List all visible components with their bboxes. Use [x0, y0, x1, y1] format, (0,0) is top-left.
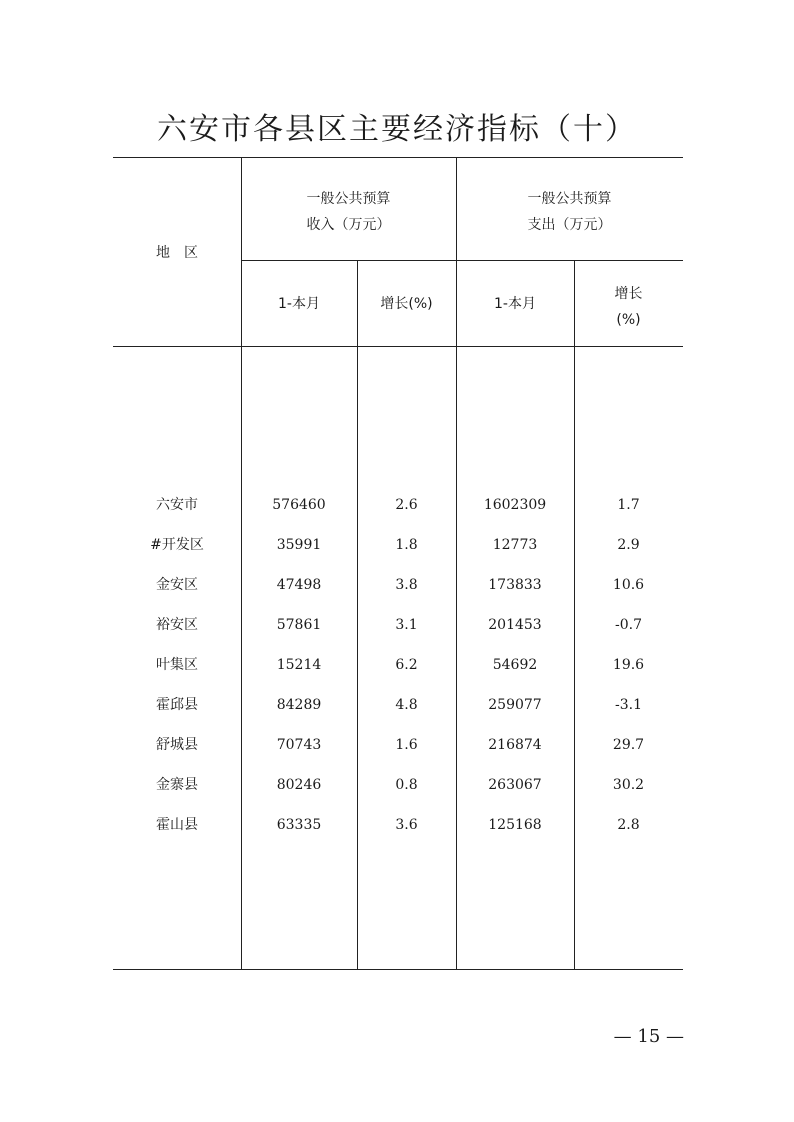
- row-expend: 12773: [492, 537, 538, 553]
- row-revenue-growth: 0.8: [395, 777, 418, 793]
- header-region: 地 区: [156, 245, 198, 261]
- row-expend-growth: 19.6: [612, 657, 645, 673]
- page-number: — 15 —: [613, 1026, 684, 1047]
- row-expend: 259077: [488, 697, 542, 713]
- header-revenue-group: [241, 186, 456, 238]
- table-top-rule: [113, 157, 683, 158]
- row-region: 金安区: [156, 577, 198, 593]
- col-divider-region: [241, 157, 242, 970]
- row-region: 六安市: [156, 497, 198, 513]
- row-region: 霍邱县: [156, 697, 198, 713]
- row-revenue-growth: 3.8: [395, 577, 418, 593]
- row-region: 裕安区: [156, 617, 198, 633]
- row-revenue-growth: 6.2: [395, 657, 418, 673]
- header-expend-group: [456, 186, 683, 238]
- row-revenue: 84289: [276, 697, 322, 713]
- table-bottom-rule: [113, 969, 683, 970]
- row-revenue: 70743: [276, 737, 322, 753]
- header-expend-growth-line1: 增长: [614, 286, 643, 302]
- header-bottom-rule: [113, 346, 683, 347]
- row-revenue: 63335: [276, 817, 322, 833]
- row-region: 叶集区: [156, 657, 198, 673]
- row-revenue-growth: 3.6: [395, 817, 418, 833]
- row-revenue-growth: 3.1: [395, 617, 418, 633]
- row-expend: 125168: [488, 817, 542, 833]
- header-revenue-ytd: 1-本月: [278, 296, 320, 312]
- page-title: 六安市各县区主要经济指标（十）: [157, 112, 637, 147]
- row-expend-growth: -0.7: [615, 617, 642, 633]
- row-revenue: 15214: [276, 657, 322, 673]
- row-expend: 1602309: [483, 497, 547, 513]
- row-expend: 263067: [488, 777, 542, 793]
- col-divider-group: [456, 157, 457, 970]
- header-revenue-line2: 收入（万元）: [306, 217, 391, 233]
- header-expend-growth: [574, 281, 683, 333]
- row-expend-growth: 30.2: [612, 777, 645, 793]
- header-expend-line2: 支出（万元）: [527, 217, 612, 233]
- row-revenue: 35991: [276, 537, 322, 553]
- row-expend-growth: 2.8: [617, 817, 640, 833]
- row-expend: 201453: [488, 617, 542, 633]
- row-revenue: 80246: [276, 777, 322, 793]
- header-expend-line1: 一般公共预算: [527, 191, 612, 207]
- header-expend-ytd: 1-本月: [494, 296, 536, 312]
- row-region: 舒城县: [156, 737, 198, 753]
- row-revenue-growth: 4.8: [395, 697, 418, 713]
- header-revenue-line1: 一般公共预算: [306, 191, 391, 207]
- row-revenue-growth: 1.6: [395, 737, 418, 753]
- row-expend: 216874: [488, 737, 542, 753]
- row-expend: 54692: [492, 657, 538, 673]
- row-region: #开发区: [150, 537, 204, 553]
- row-expend-growth: 1.7: [617, 497, 640, 513]
- header-revenue-growth: 增长(%): [380, 296, 433, 312]
- row-expend-growth: 29.7: [612, 737, 645, 753]
- row-revenue-growth: 1.8: [395, 537, 418, 553]
- row-region: 金寨县: [156, 777, 198, 793]
- row-revenue: 47498: [276, 577, 322, 593]
- row-revenue-growth: 2.6: [395, 497, 418, 513]
- row-expend-growth: -3.1: [615, 697, 642, 713]
- row-region: 霍山县: [156, 817, 198, 833]
- row-expend-growth: 10.6: [612, 577, 645, 593]
- row-revenue: 57861: [276, 617, 322, 633]
- row-expend-growth: 2.9: [617, 537, 640, 553]
- row-expend: 173833: [488, 577, 542, 593]
- row-revenue: 576460: [272, 497, 326, 513]
- header-mid-rule: [241, 260, 683, 261]
- header-expend-growth-line2: (%): [616, 312, 641, 328]
